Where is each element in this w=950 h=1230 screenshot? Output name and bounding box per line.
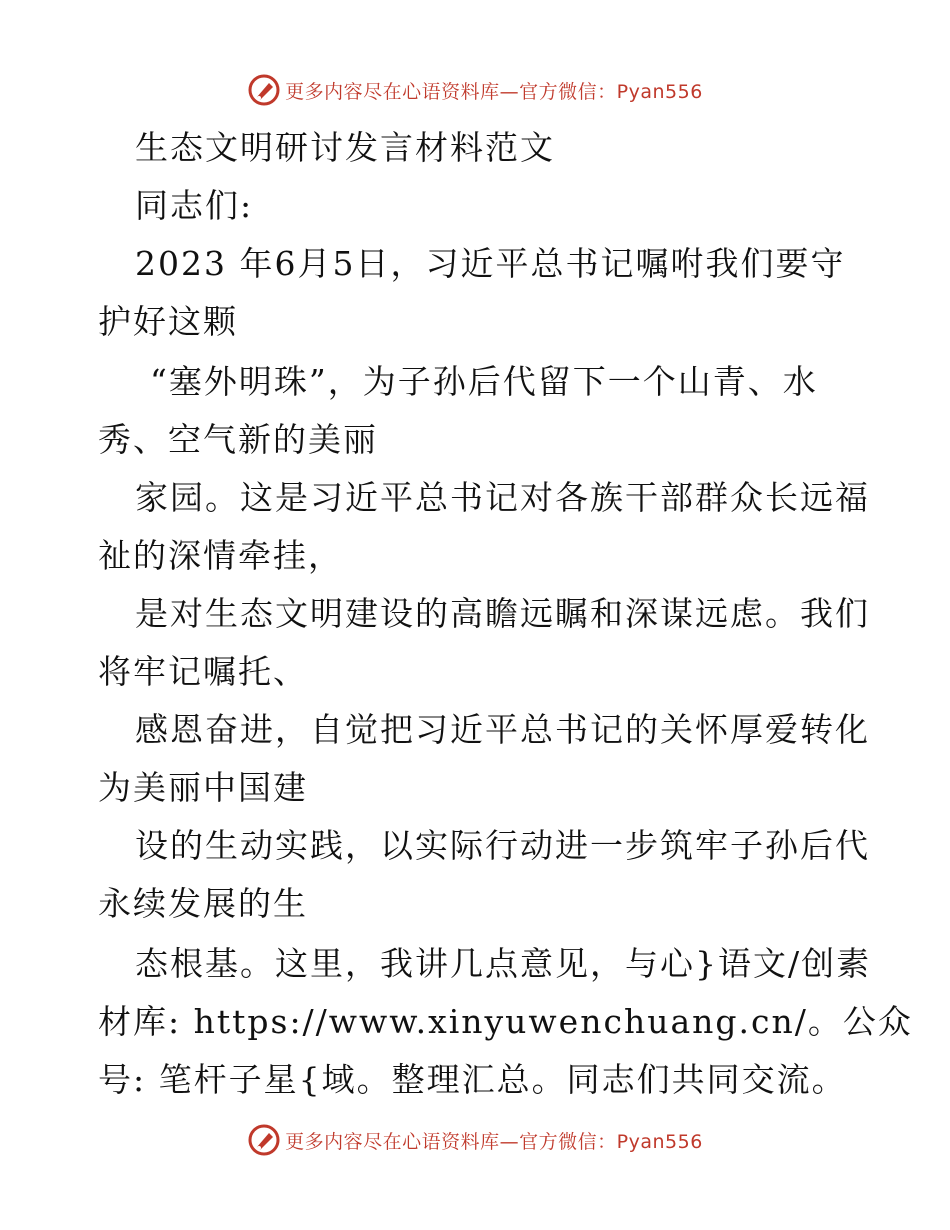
text-line: 永续发展的生 [98,884,308,923]
banner-text: 更多内容尽在心语资料库—官方微信：Pyan556 [285,1130,703,1153]
text-line: 护好这颗 [98,302,238,341]
footer-watermark-banner [0,1120,950,1160]
text-line: 感恩奋进，自觉把习近平总书记的关怀厚爱转化 [135,710,870,749]
text-line: 家园。这是习近平总书记对各族干部群众长远福 [135,478,870,517]
text-line: 号: 笔杆子星{域。整理汇总。同志们共同交流。 [98,1060,847,1099]
text-line: “塞外明珠”，为子孙后代留下一个山青、水 [150,362,818,401]
text-line: 态根基。这里，我讲几点意见，与心}语文/创素 [135,944,872,983]
text-line: 同志们: [135,186,254,225]
text-line: 是对生态文明建设的高瞻远瞩和深谋远虑。我们 [135,594,870,633]
text-line: 祉的深情牵挂， [98,536,343,575]
text-line: 将牢记嘱托、 [98,652,308,691]
document-title: 生态文明研讨发言材料范文 [135,128,555,167]
text-line: 2023 年6月5日，习近平总书记嘱咐我们要守 [135,244,846,283]
text-line: 为美丽中国建 [98,768,308,807]
text-line: 秀、空气新的美丽 [98,420,378,459]
banner-text: 更多内容尽在心语资料库—官方微信：Pyan556 [285,80,703,103]
pen-nib-icon [247,73,281,107]
text-line: 设的生动实践，以实际行动进一步筑牢子孙后代 [135,826,870,865]
header-watermark-banner [0,70,950,110]
pen-nib-icon [247,1123,281,1157]
text-line: 材库: https://www.xinyuwenchuang.cn/。公众 [98,1002,913,1041]
